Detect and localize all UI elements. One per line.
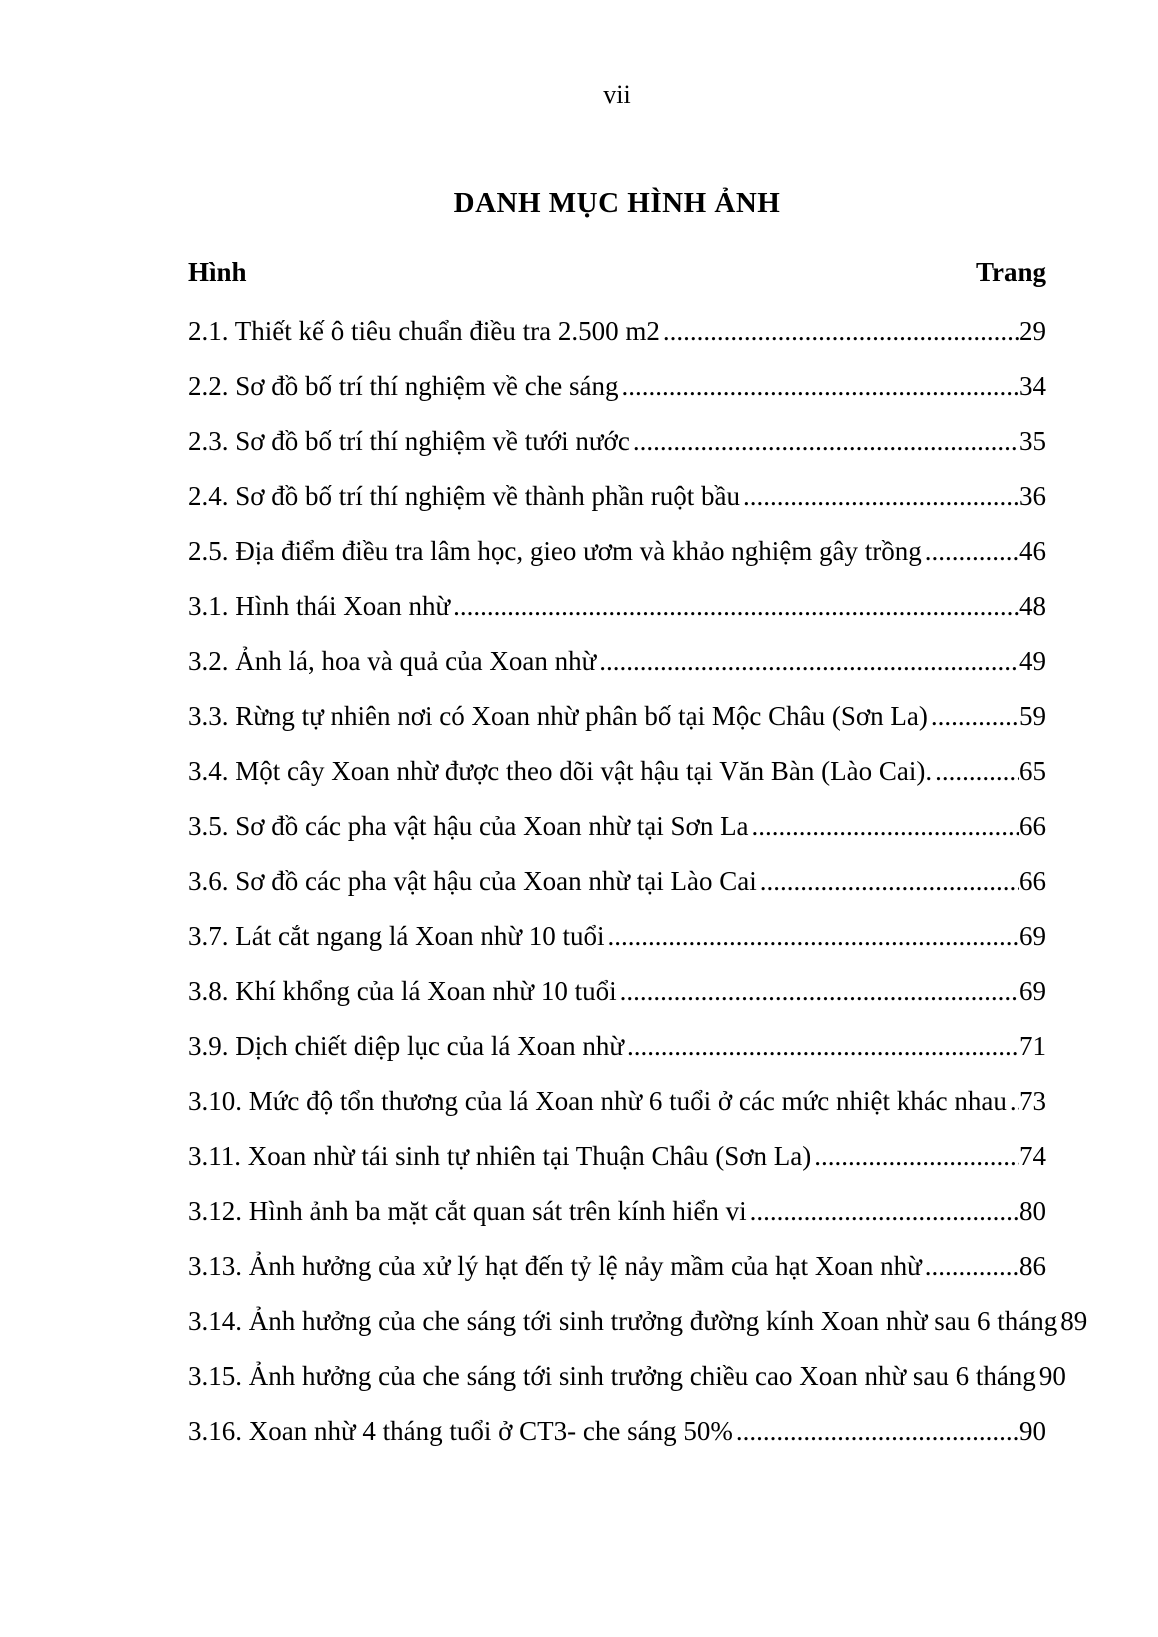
toc-entry [188,1019,1046,1074]
dot-leader [617,964,1019,1019]
entry-label: 2.5. Địa điểm điều tra lâm học, gieo ươm và khảo nghiệm gây trồng [188,536,922,566]
entry-label: 3.1. Hình thái Xoan nhừ [188,591,451,621]
entry-page: 46 [1019,536,1046,566]
entry-page: 90 [1019,1416,1046,1446]
dot-leader [605,909,1019,964]
toc-entry [188,744,1046,799]
entry-page: 90 [1038,1361,1066,1391]
toc-list [188,304,1088,1459]
entry-label: 3.6. Sơ đồ các pha vật hậu của Xoan nhừ tại Lào Cai [188,866,757,896]
entry-label: 2.1. Thiết kế ô tiêu chuẩn điều tra 2.500 m2 [188,316,660,346]
list-of-figures [188,245,1088,1459]
entry-page: 48 [1019,591,1046,621]
dot-leader [740,469,1019,524]
entry-page: 66 [1019,866,1046,896]
entry-label: 3.15. Ảnh hưởng của che sáng tới sinh trưởng chiều cao Xoan nhừ sau 6 tháng [188,1361,1036,1391]
entry-page: 29 [1019,316,1046,346]
toc-header-figure-label: Hình [188,257,247,287]
toc-entry [188,1404,1046,1459]
entry-page: 86 [1019,1251,1046,1281]
toc-entry [188,1294,1088,1349]
entry-label: 3.14. Ảnh hưởng của che sáng tới sinh trưởng đường kính Xoan nhừ sau 6 tháng [188,1306,1058,1336]
entry-page: 80 [1019,1196,1046,1226]
entry-label: 3.4. Một cây Xoan nhừ được theo dõi vật hậu tại Văn Bàn (Lào Cai). [188,756,933,786]
toc-entry [188,909,1046,964]
entry-page: 66 [1019,811,1046,841]
dot-leader [811,1129,1019,1184]
dot-leader [749,799,1019,854]
page-folio: vii [603,80,631,109]
dot-leader [932,744,1019,799]
dot-leader [757,854,1019,909]
dot-leader [922,524,1019,579]
entry-label: 3.7. Lát cắt ngang lá Xoan nhừ 10 tuổi [188,921,605,951]
dot-leader [596,634,1019,689]
entry-page: 59 [1019,701,1046,731]
entry-label: 3.16. Xoan nhừ 4 tháng tuổi ở CT3- che sáng 50% [188,1416,733,1446]
entry-page: 69 [1019,976,1046,1006]
entry-page: 49 [1019,646,1046,676]
entry-label: 3.3. Rừng tự nhiên nơi có Xoan nhừ phân bố tại Mộc Châu (Sơn La) [188,701,928,731]
toc-entry [188,1074,1046,1129]
toc-entry [188,359,1046,414]
entry-label: 2.2. Sơ đồ bố trí thí nghiệm về che sáng [188,371,619,401]
dot-leader [618,359,1019,414]
entry-page: 73 [1019,1086,1046,1116]
entry-page: 89 [1060,1306,1088,1336]
entry-label: 3.9. Dịch chiết diệp lục của lá Xoan nhừ [188,1031,624,1061]
dot-leader [733,1404,1019,1459]
toc-entry [188,414,1046,469]
toc-entry [188,799,1046,854]
toc-entry [188,964,1046,1019]
page-title: DANH MỤC HÌNH ẢNH [453,187,781,219]
entry-label: 3.11. Xoan nhừ tái sinh tự nhiên tại Thuận Châu (Sơn La) [188,1141,812,1171]
dot-leader [747,1184,1019,1239]
dot-leader [624,1019,1019,1074]
entry-page: 69 [1019,921,1046,951]
entry-label: 3.8. Khí khổng của lá Xoan nhừ 10 tuổi [188,976,617,1006]
entry-label: 3.10. Mức độ tổn thương của lá Xoan nhừ 6 tuổi ở các mức nhiệt khác nhau [188,1086,1007,1116]
entry-label: 3.13. Ảnh hưởng của xử lý hạt đến tỷ lệ nảy mầm của hạt Xoan nhừ [188,1251,922,1281]
toc-header [188,245,1046,300]
dot-leader [450,579,1019,634]
toc-entry [188,634,1046,689]
entry-label: 3.5. Sơ đồ các pha vật hậu của Xoan nhừ tại Sơn La [188,811,749,841]
entry-page: 36 [1019,481,1046,511]
entry-page: 71 [1019,1031,1046,1061]
toc-entry [188,1239,1046,1294]
toc-entry [188,1129,1046,1184]
dot-leader [630,414,1019,469]
toc-entry [188,469,1046,524]
toc-entry [188,524,1046,579]
toc-entry [188,304,1046,359]
dot-leader [922,1239,1019,1294]
entry-label: 2.3. Sơ đồ bố trí thí nghiệm về tưới nước [188,426,630,456]
dot-leader [1007,1074,1019,1129]
dot-leader [928,689,1019,744]
entry-label: 2.4. Sơ đồ bố trí thí nghiệm về thành phần ruột bầu [188,481,740,511]
toc-entry [188,854,1046,909]
toc-entry [188,1184,1046,1239]
toc-header-page-label: Trang [975,257,1046,287]
entry-label: 3.2. Ảnh lá, hoa và quả của Xoan nhừ [188,646,597,676]
entry-page: 35 [1019,426,1046,456]
entry-page: 74 [1019,1141,1046,1171]
entry-page: 34 [1019,371,1046,401]
entry-page: 65 [1019,756,1046,786]
entry-label: 3.12. Hình ảnh ba mặt cắt quan sát trên kính hiển vi [188,1196,747,1226]
toc-entry [188,1349,1066,1404]
toc-entry [188,689,1046,744]
dot-leader [660,304,1019,359]
toc-entry [188,579,1046,634]
